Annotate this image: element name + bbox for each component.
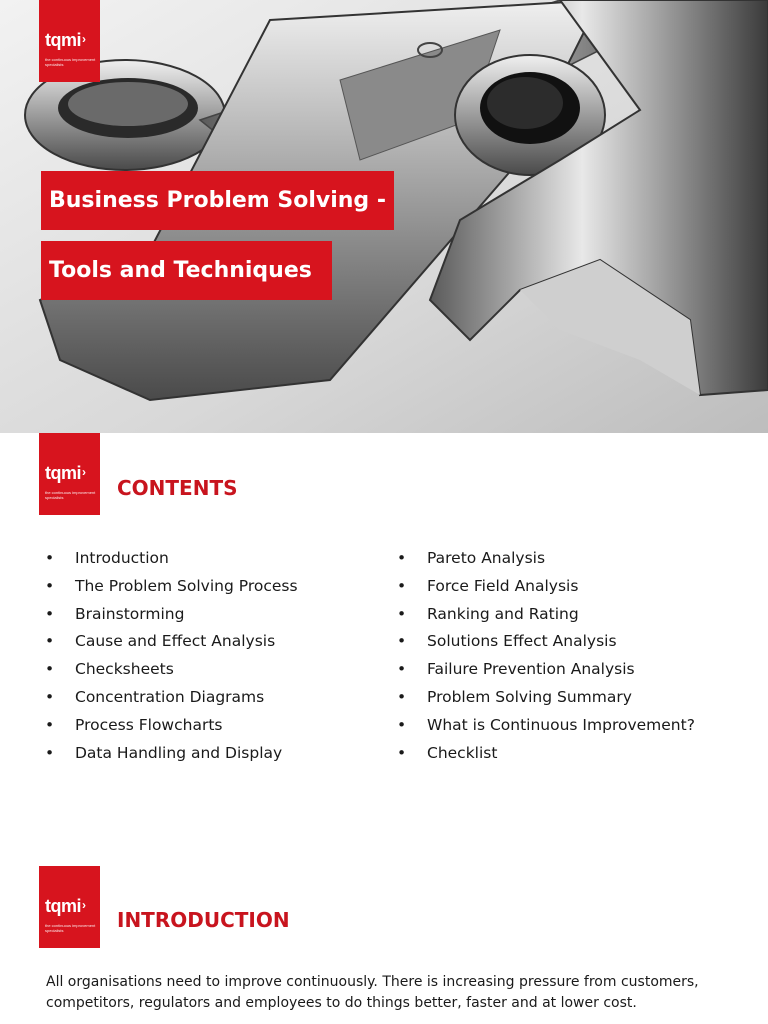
logo-tagline: the continuous improvement specialists bbox=[45, 923, 96, 933]
contents-item bbox=[397, 547, 695, 575]
contents-item bbox=[397, 658, 695, 686]
contents-list-right bbox=[397, 547, 695, 769]
contents-item-label: Ranking and Rating bbox=[427, 604, 579, 623]
contents-heading: CONTENTS bbox=[117, 476, 238, 500]
bullet: • bbox=[45, 549, 55, 567]
bullet: • bbox=[397, 715, 407, 734]
contents-item bbox=[45, 742, 298, 770]
chevron-right-icon: › bbox=[82, 32, 86, 46]
bullet: • bbox=[397, 549, 407, 567]
logo-brand bbox=[45, 30, 100, 49]
logo-brand-text: tqmi bbox=[45, 30, 81, 50]
logo-brand bbox=[45, 463, 100, 482]
contents-item-label: The Problem Solving Process bbox=[75, 576, 298, 595]
bullet: • bbox=[397, 743, 407, 762]
contents-item bbox=[397, 714, 695, 742]
bullet: • bbox=[45, 604, 55, 623]
contents-item-label: Problem Solving Summary bbox=[427, 687, 632, 706]
contents-item-label: Concentration Diagrams bbox=[75, 687, 265, 706]
contents-item bbox=[397, 686, 695, 714]
contents-item bbox=[397, 630, 695, 658]
logo-brand bbox=[45, 896, 100, 915]
contents-item bbox=[45, 547, 298, 575]
title-line-1: Business Problem Solving - bbox=[41, 171, 394, 230]
introduction-heading: INTRODUCTION bbox=[117, 908, 290, 932]
bullet: • bbox=[397, 604, 407, 623]
contents-item bbox=[397, 575, 695, 603]
introduction-slide bbox=[0, 866, 768, 1024]
bullet: • bbox=[397, 632, 407, 651]
contents-item bbox=[45, 575, 298, 603]
bullet: • bbox=[397, 576, 407, 595]
contents-item-label: Cause and Effect Analysis bbox=[75, 632, 276, 651]
logo-brand-text: tqmi bbox=[45, 463, 81, 483]
bullet: • bbox=[397, 660, 407, 679]
tqmi-logo bbox=[39, 0, 100, 82]
contents-item-label: Brainstorming bbox=[75, 604, 185, 623]
bullet: • bbox=[45, 632, 55, 651]
tqmi-logo bbox=[39, 866, 100, 948]
contents-item-label: Process Flowcharts bbox=[75, 715, 223, 734]
title-line-2: Tools and Techniques bbox=[41, 241, 332, 300]
bullet: • bbox=[397, 687, 407, 706]
contents-item-label: Solutions Effect Analysis bbox=[427, 632, 617, 651]
introduction-paragraph: All organisations need to improve continuously. There is increasing pressure from customers, competitors, regulators and employees to do things better, faster and at lower cost. bbox=[46, 974, 699, 1011]
logo-tagline: the continuous improvement specialists bbox=[45, 57, 96, 67]
contents-item bbox=[397, 603, 695, 631]
contents-item-label: Pareto Analysis bbox=[427, 549, 546, 567]
contents-item bbox=[45, 603, 298, 631]
contents-slide bbox=[0, 433, 768, 866]
logo-tagline: the continuous improvement specialists bbox=[45, 490, 96, 500]
cover-slide bbox=[0, 0, 768, 433]
bullet: • bbox=[45, 576, 55, 595]
bullet: • bbox=[45, 715, 55, 734]
logo-brand-text: tqmi bbox=[45, 896, 81, 916]
contents-item bbox=[45, 686, 298, 714]
contents-list-left bbox=[45, 547, 298, 769]
bullet: • bbox=[45, 687, 55, 706]
contents-item-label: Force Field Analysis bbox=[427, 576, 579, 595]
bullet: • bbox=[45, 660, 55, 679]
contents-item-label: Data Handling and Display bbox=[75, 743, 283, 762]
contents-item bbox=[45, 658, 298, 686]
contents-item-label: What is Continuous Improvement? bbox=[427, 715, 695, 734]
bullet: • bbox=[45, 743, 55, 762]
contents-item-label: Introduction bbox=[75, 549, 169, 567]
tqmi-logo bbox=[39, 433, 100, 515]
contents-item-label: Checklist bbox=[427, 743, 498, 762]
contents-item bbox=[397, 742, 695, 770]
contents-item-label: Checksheets bbox=[75, 660, 174, 679]
chevron-right-icon: › bbox=[82, 465, 86, 479]
contents-item bbox=[45, 714, 298, 742]
chevron-right-icon: › bbox=[82, 898, 86, 912]
contents-item-label: Failure Prevention Analysis bbox=[427, 660, 635, 679]
contents-item bbox=[45, 630, 298, 658]
